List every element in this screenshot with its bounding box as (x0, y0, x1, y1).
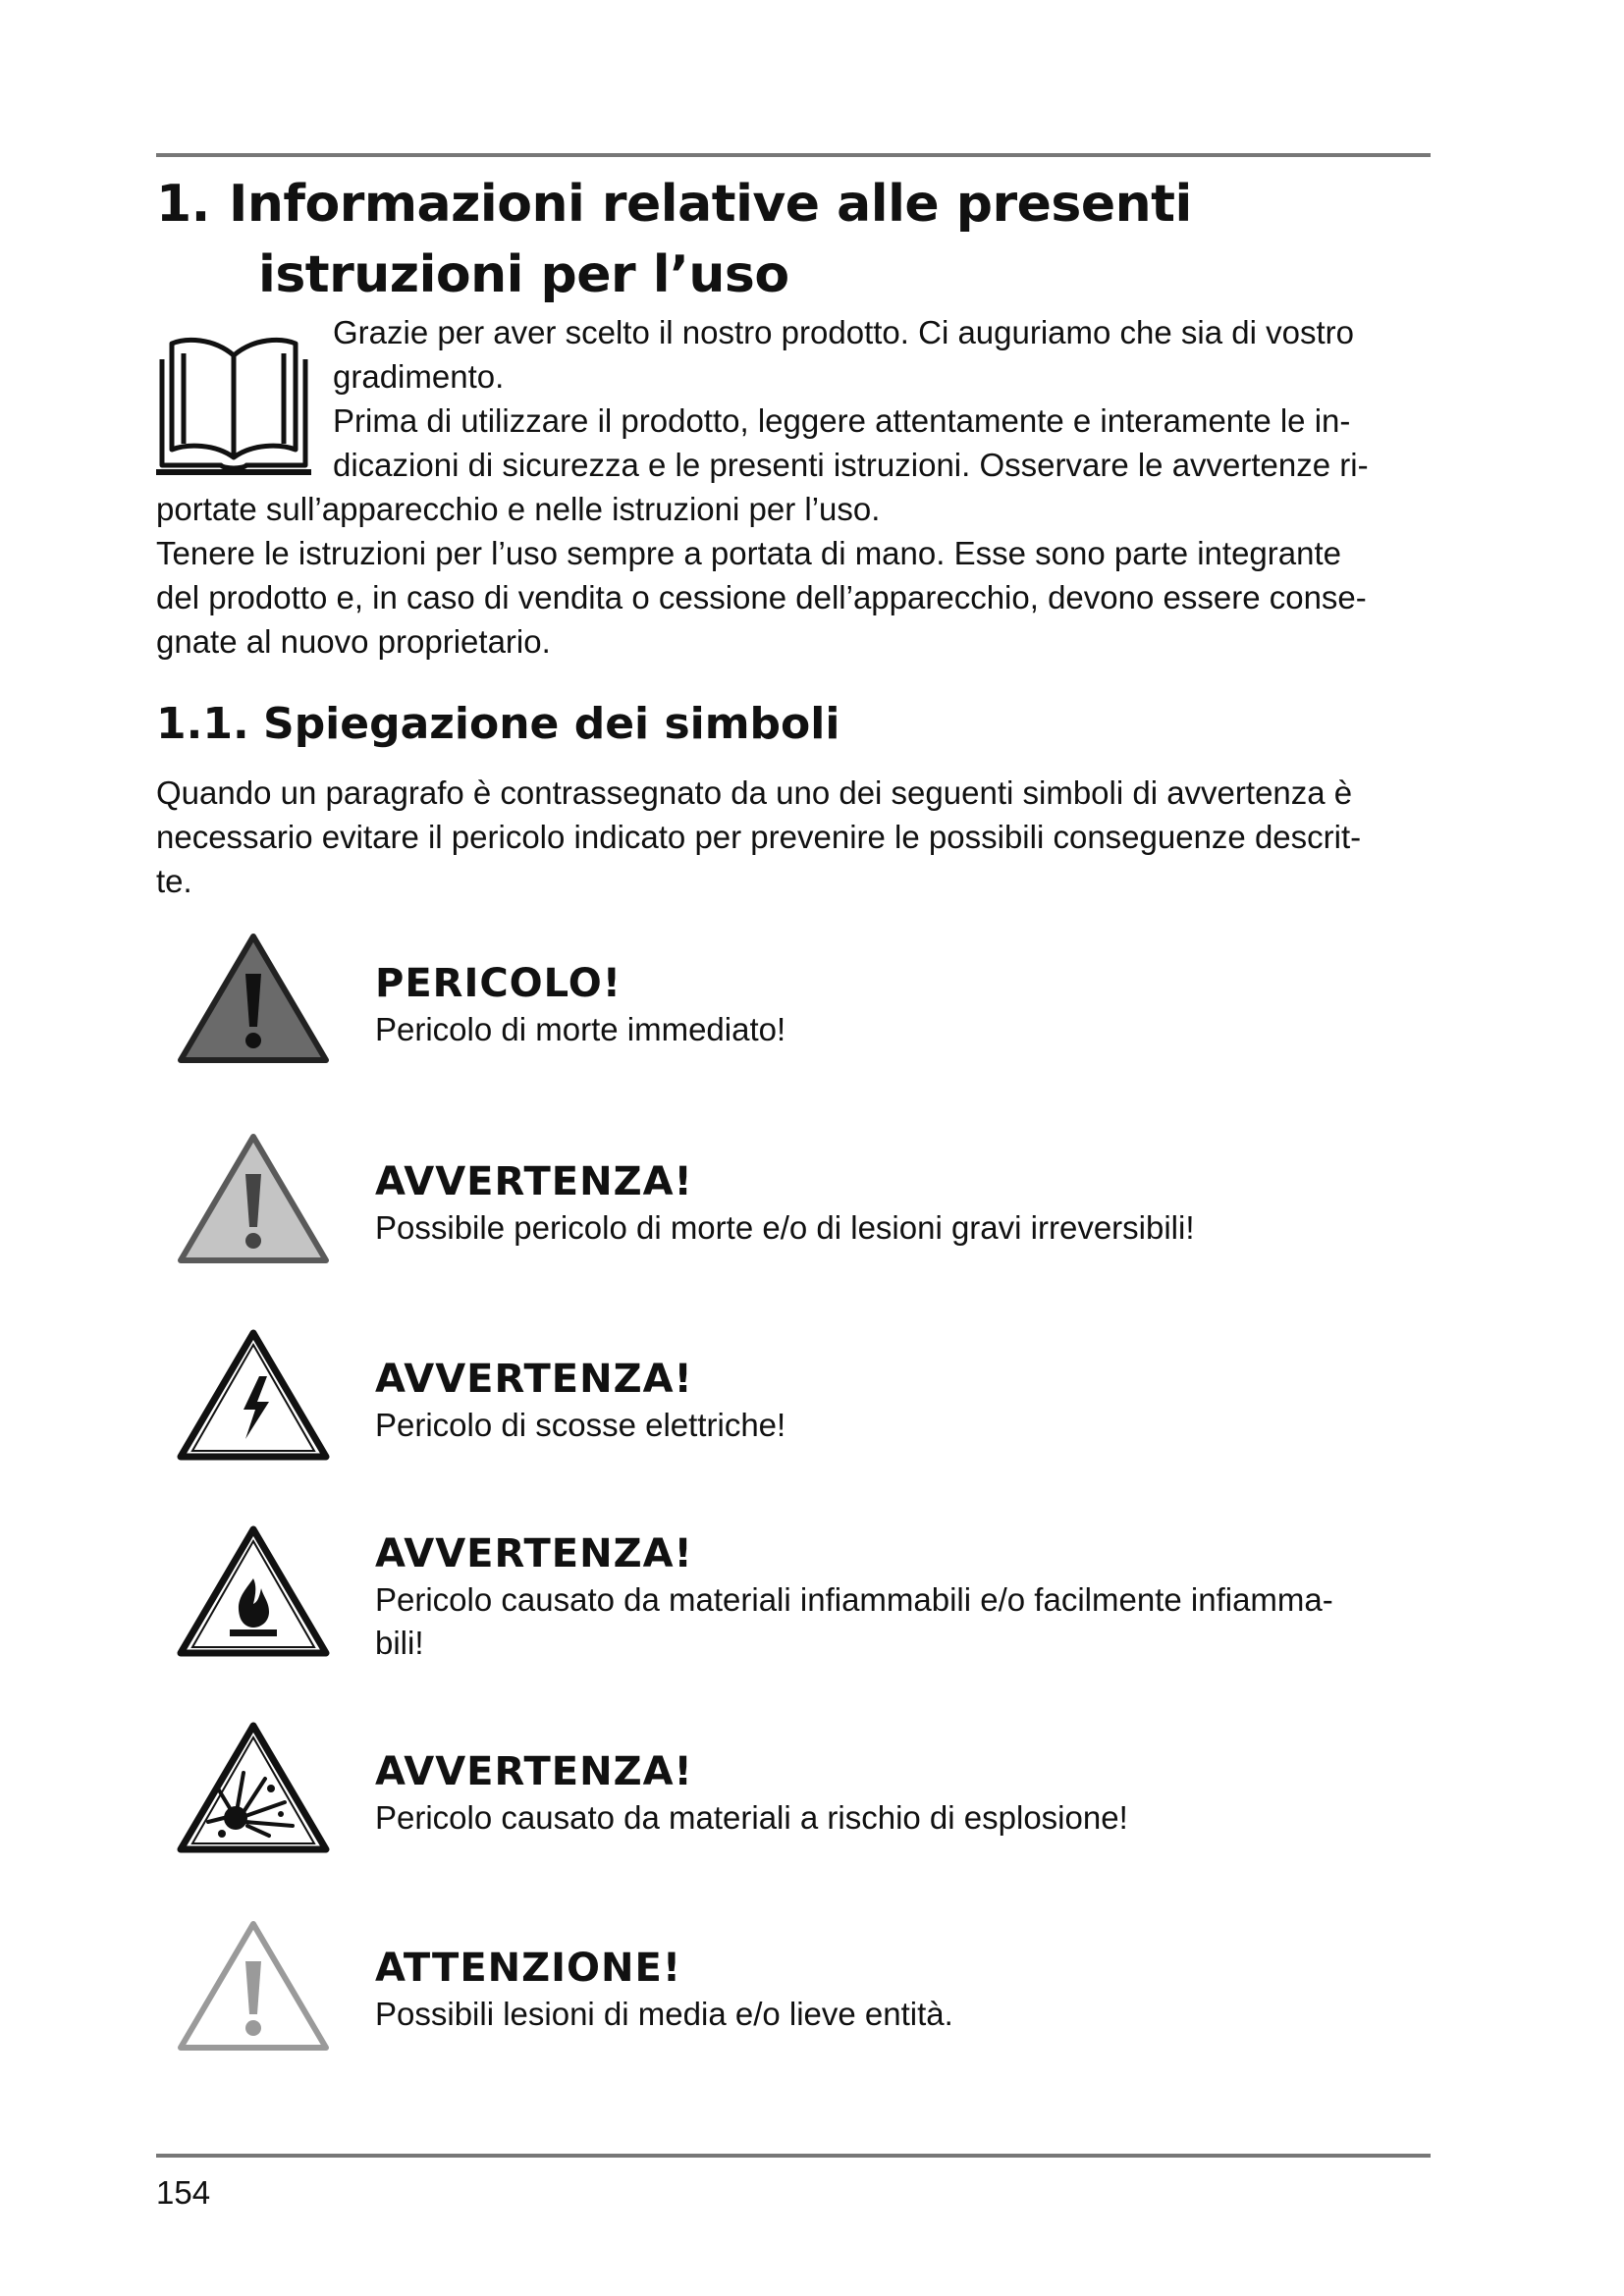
warning-electric (375, 1355, 1435, 1447)
warning-title: AVVERTENZA! (375, 1159, 693, 1204)
warning-title: AVVERTENZA! (375, 1749, 693, 1794)
subsection-number: 1.1. (156, 699, 249, 749)
intro-para2-line2: del prodotto e, in caso di vendita o cessione dell’apparecchio, devono essere conse- (156, 579, 1367, 615)
danger-triangle-icon (175, 931, 332, 1068)
warning-flammable (375, 1529, 1435, 1665)
intro-line5: portate sull’apparecchio e nelle istruzioni per l’uso. (156, 491, 881, 527)
warning-caution (375, 1944, 1435, 2036)
bottom-rule (156, 2154, 1431, 2158)
subsection-line2: necessario evitare il pericolo indicato per prevenire le possibili conseguenze descrit- (156, 819, 1362, 855)
caution-triangle-icon (175, 1918, 332, 2056)
intro-line1: Grazie per aver scelto il nostro prodotto. Ci auguriamo che sia di vostro (333, 314, 1354, 350)
page-number: 154 (156, 2174, 211, 2211)
section-title-line2: istruzioni per l’uso (258, 245, 789, 304)
warning-explosive (375, 1747, 1435, 1840)
intro-line2: gradimento. (333, 358, 505, 395)
warning-title: PERICOLO! (375, 961, 622, 1006)
warning-description: Possibili lesioni di media e/o lieve entità. (375, 1996, 953, 2032)
intro-para2-line1: Tenere le istruzioni per l’uso sempre a portata di mano. Esse sono parte integrante (156, 535, 1341, 571)
explosive-icon (175, 1720, 332, 1857)
subsection-title: Spiegazione dei simboli (263, 699, 840, 749)
electric-shock-icon (175, 1327, 332, 1465)
subsection-line3: te. (156, 863, 192, 899)
warning-description: Pericolo di morte immediato! (375, 1011, 786, 1047)
section-title-line1: Informazioni relative alle presenti (229, 175, 1192, 234)
subsection-paragraph (156, 771, 1433, 903)
warning-description: Pericolo di scosse elettriche! (375, 1407, 786, 1443)
intro-line3: Prima di utilizzare il prodotto, leggere attentamente e interamente le in- (333, 402, 1351, 439)
warning-description: Possibile pericolo di morte e/o di lesioni gravi irreversibili! (375, 1209, 1195, 1246)
warning-title: ATTENZIONE! (375, 1946, 682, 1991)
warning-danger (375, 959, 1435, 1051)
warning-triangle-icon (175, 1131, 332, 1268)
subsection-heading (156, 695, 839, 754)
intro-paragraph (156, 310, 1433, 664)
warning-title: AVVERTENZA! (375, 1357, 693, 1402)
warning-description-cont: bili! (375, 1625, 424, 1661)
warning-title: AVVERTENZA! (375, 1531, 693, 1576)
intro-para2-line3: gnate al nuovo proprietario. (156, 623, 551, 660)
top-rule (156, 153, 1431, 157)
warning-description: Pericolo causato da materiali infiammabili e/o facilmente infiamma- (375, 1581, 1333, 1618)
section-number: 1. (156, 175, 210, 234)
subsection-line1: Quando un paragrafo è contrassegnato da uno dei seguenti simboli di avvertenza è (156, 774, 1353, 811)
section-heading (156, 169, 1433, 310)
warning-description: Pericolo causato da materiali a rischio di esplosione! (375, 1799, 1128, 1836)
flammable-icon (175, 1523, 332, 1661)
warning-general (375, 1157, 1435, 1250)
intro-line4: dicazioni di sicurezza e le presenti istruzioni. Osservare le avvertenze ri- (333, 447, 1369, 483)
